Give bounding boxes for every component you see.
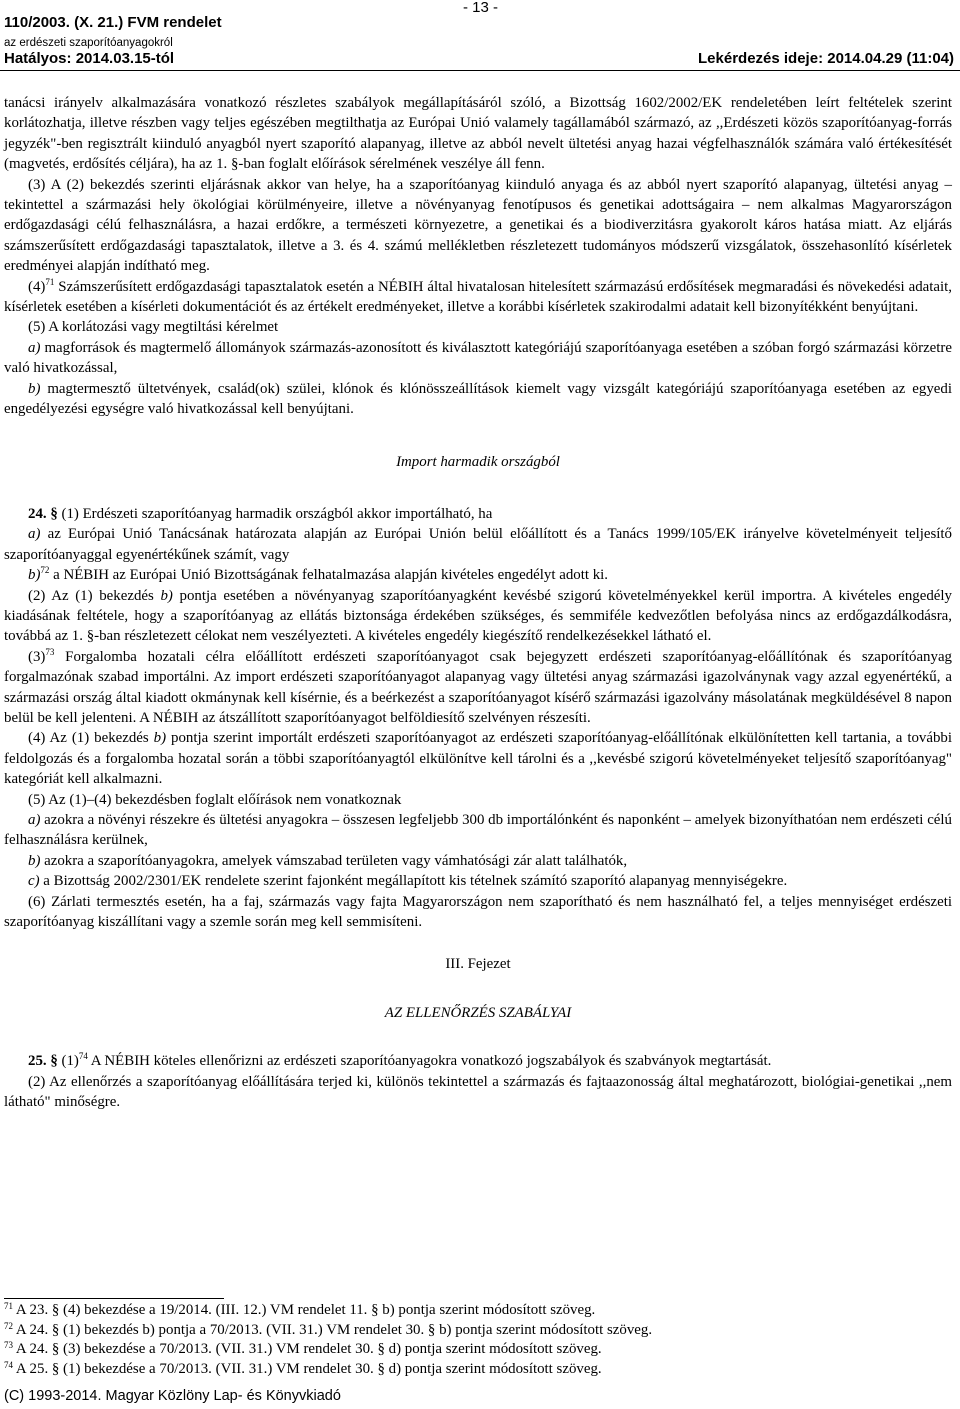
paragraph: $(3)^{73}$ Forgalomba hozatali célra előállított erdészeti szaporítóanyagot csak bejegyzett erdészeti szaporítóanyag-előállítónak és szaporítóanyag forgalmazónak szabad importálni. Az import erdészeti szaporítóanyagot alapanyag vagy ültetési anyag származási igazolványnak vagy azzal egyenértékű, a származási ország által kiadott okmánynak kell kísérnie, és a beérkezést a szaporítóanyagot kísérő származási igazolvány másolatának megküldésével 8 napon belül be kell jelenteni. A NÉBIH az átszállított szaporítóanyagot belföldiesítő szelvényen részesíti. [4,646,952,726]
footnote-item: $^{73}$ A 24. § (3) bekezdése a 70/2013. (VII. 31.) VM rendelet 30. § d) pontja szerint módosított szöveg. [4,1340,602,1357]
footnote-divider [4,1298,224,1299]
document-subtitle: az erdészeti szaporítóanyagokról [4,37,173,49]
paragraph: b) magtermesztő ültetvények, család(ok) szülei, klónok és klónösszeállítások kiemelt vagy vizsgált kategóriájú szaporítóanyaga esetében az egyedi engedélyezési egységre való hivatkozással kell benyújtani. [4,380,952,418]
header-divider [0,70,960,71]
paragraph: b)$^{72}$ a NÉBIH az Európai Unió Bizottságának felhatalmazása alapján kivételes engedélyt adott ki. [28,565,609,584]
copyright-footer: (C) 1993-2014. Magyar Közlöny Lap- és Könyvkiadó [4,1388,341,1404]
footnotes [4,1301,652,1379]
paragraph: $(4)^{71}$ Számszerűsített erdőgazdasági tapasztalatok esetén a NÉBIH által hivatalosan hitelesített származású erdősítések megmaradási és növekedési adatait, kísérletek esetében a kísérleti dokumentációt és az értékelt eredményeket, illetve a korábbi kísérletek szakirodalmi adatait kell bizonyítékként benyújtani. [4,276,952,316]
footnote-item: $^{74}$ A 25. § (1) bekezdése a 70/2013. (VII. 31.) VM rendelet 30. § d) pontja szerint módosított szöveg. [4,1359,602,1377]
query-time: Lekérdezés ideje: 2014.04.29 (11:04) [698,50,954,67]
chapter-number: III. Fejezet [445,956,511,973]
footnote-item: $^{72}$ A 24. § (1) bekezdés b) pontja a 70/2013. (VII. 31.) VM rendelet 30. § b) pontja szerint módosított szöveg. [4,1320,653,1338]
footnote-ref[interactable]: 71 [45,276,55,287]
paragraph: (6) Zárlati termesztés esetén, ha a faj, származás vagy fajta Magyarországon nem szaporítható és nem használható fel, a teljes mennyiséget erdészeti szaporítóanyag kiszállítani vagy a szemle során meg kell semmisíteni. [4,893,952,931]
section-number: 25. § [28,1053,58,1070]
paragraph: a) magforrások és magtermelő állományok származás-azonosított és kiválasztott kategóriájú szaporítóanyaga esetében a szóban forgó származási körzetre való hivatkozással, [4,339,952,377]
footnote-item: $^{71}$ A 23. § (4) bekezdése a 19/2014. (III. 12.) VM rendelet 11. § b) pontja szerint módosított szöveg. [4,1301,596,1318]
paragraph: (2) Az (1) bekezdés b) pontja esetében a növényanyag szaporítóanyagként kevésbé szigorú követelményekkel kerül importra. A kivételes engedély kiadásának feltétele, hogy a szaporítóanyag az ellátás biztonsága érdekében szükséges, és semmiféle kedvezőtlen befolyása nincs az erdőgazdálkodásra, továbbá az 1. §-ban részletezett célokat nem veszélyezteti. A kivételes engedély kiegészítő rendelkezésekkel látható el. [4,587,952,645]
page-number: - 13 - [463,0,499,16]
paragraph: (5) Az (1)–(4) bekezdésben foglalt előírások nem vonatkoznak [28,791,402,808]
paragraph: a) azokra a növényi részekre és ültetési anyagokra – összesen legfeljebb 300 db importálónként és naponként – amelyek bizonyíthatóan nem erdészeti célú felhasználásra kerülnek, [4,812,952,849]
paragraph: 25. § $(1)^{74}$ A NÉBIH köteles ellenőrizni az erdészeti szaporítóanyagokra vonatkozó jogszabályok és szabványok megtartását. [28,1051,772,1070]
paragraph: c) a Bizottság 2002/2301/EK rendelete szerint fajonként megállapított kis tételnek számító szaporító alapanyag mennyiségekre. [28,873,788,890]
paragraph: a) az Európai Unió Tanácsának határozata alapján az Európai Unión belül előállított és a Tanács 1999/105/EK irányelve követelményeit teljesítő szaporítóanyaggal egyenértékűnek számít, vagy [4,526,952,563]
paragraph: 24. § (1) Erdészeti szaporítóanyag harmadik országból akkor importálható, ha [28,505,493,522]
paragraph: (5) A korlátozási vagy megtiltási kérelmet [28,319,279,336]
footnote-ref[interactable]: 74 [78,1051,88,1062]
section-number: 24. § [28,505,58,522]
footnote-ref[interactable]: 72 [40,565,50,576]
paragraph: (3) A (2) bekezdés szerinti eljárásnak akkor van helye, ha a szaporítóanyag kiinduló anyaga és az abból nyert szaporító alapanyag, ültetési anyag – tekintettel a származási hely ökológiai körülményeire, illetve a növényanyag fenotípusos és genetikai adottságaira – nem alkalmas Magyarországon erdőgazdasági célú felhasználásra, a hazai erdőkre, a természeti környezetre, a genetikai és a biodiverzitásra gyakorolt káros hatása miatt. Az eljárás számszerűsített erdőgazdasági tapasztalatok, illetve a 3. és 4. számú mellékletben részletezett tudományos módszerű vizsgálatok, összehasonlító kísérletek eredményei alapján indítható meg. [4,176,952,275]
paragraph: (2) Az ellenőrzés a szaporítóanyag előállítására terjed ki, különös tekintettel a származás és fajtaazonosság által meghatározott, biológiai-genetikai ,,nem látható" minőségre. [4,1073,952,1111]
document-title: 110/2003. (X. 21.) FVM rendelet [4,14,222,31]
footnote-ref[interactable]: 73 [45,646,55,657]
paragraph: b) azokra a szaporítóanyagokra, amelyek vámszabad területen vagy vámhatósági zár alatt találhatók, [28,852,628,869]
section-heading: Import harmadik országból [396,453,560,470]
effective-date: Hatályos: 2014.03.15-tól [4,50,175,67]
document-body [4,93,952,1112]
paragraph: (4) Az (1) bekezdés b) pontja szerint importált erdészeti szaporítóanyagot az erdészeti szaporítóanyag-előállítónak elkülönítetten kell tartania, a további feldolgozás és a forgalomba hozatal során a többi szaporítóanyagtól elkülönítve kell tárolni és a ,,kevésbé szigorú követelményeket teljesítő szaporítóanyag" kategóriát kell alkalmazni. [4,730,952,788]
chapter-title: AZ ELLENŐRZÉS SZABÁLYAI [384,1004,572,1021]
paragraph: tanácsi irányelv alkalmazására vonatkozó részletes szabályok megállapításáról szóló, a Bizottság 1602/2002/EK rendeletében leírt feltételek szerint korlátozhatja, illetve részben vagy teljes egészében megtilthatja az Európai Unió valamely tagállamából származó, az ,,Erdészeti közös szaporítóanyag-forrás jegyzék"-ben regisztrált kiinduló anyagból nyert szaporító alapanyag, illetve az abból nevelt ültetési anyag hazai végfelhasználók számára való értékesítését (magvetés, erdősítés céljára), ha az 1. §-ban foglalt előírások sérelmének veszélye áll fenn. [4,95,952,173]
